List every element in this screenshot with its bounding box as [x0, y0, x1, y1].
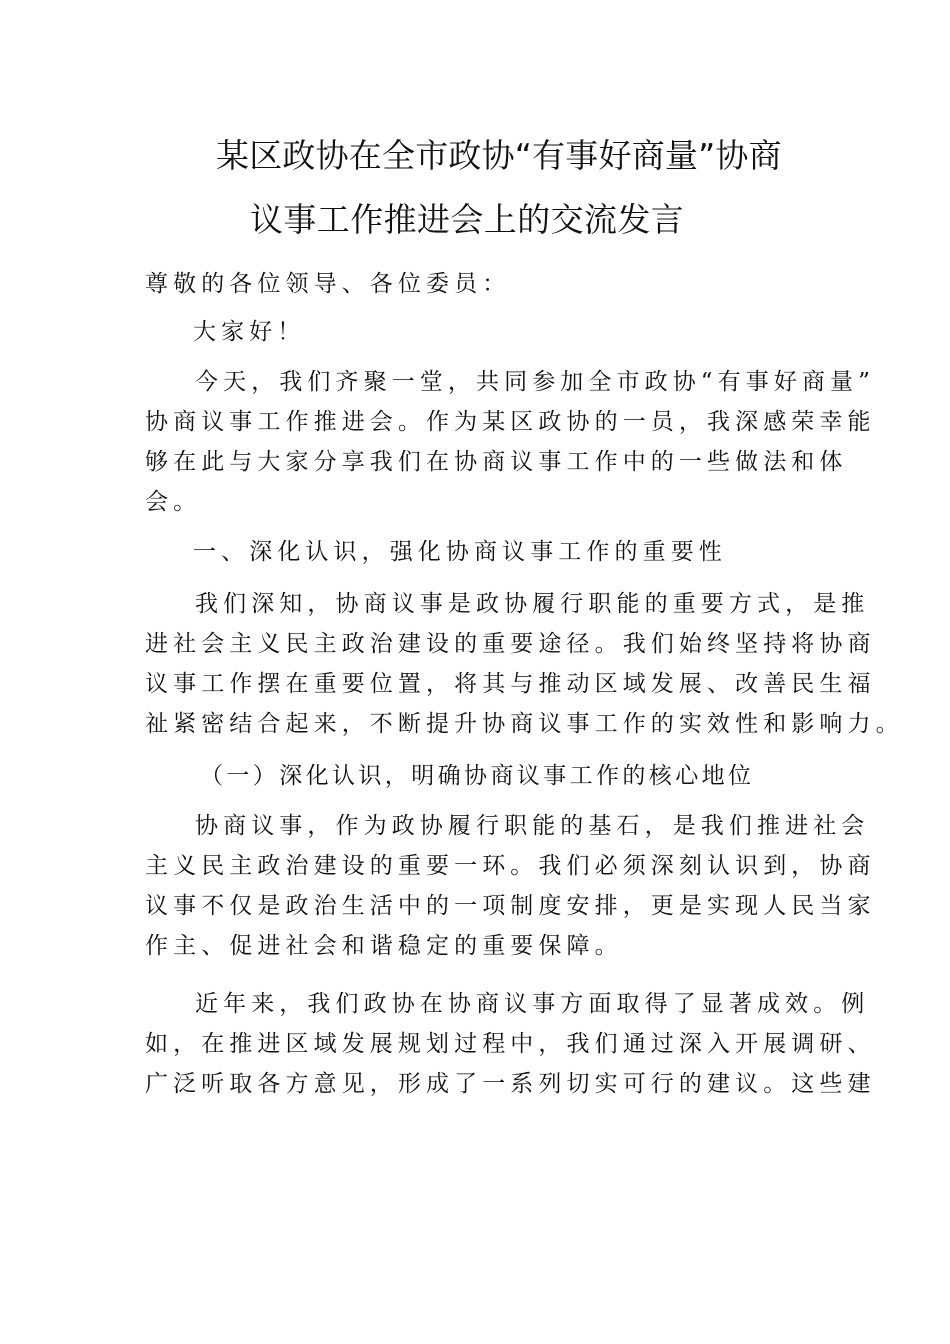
- paragraph-line: 主义民主政治建设的重要一环。我们必须深刻认识到，协商: [145, 853, 876, 879]
- salutation-text: 尊敬的各位领导、各位委员：: [145, 271, 511, 297]
- paragraph-line: 进社会主义民主政治建设的重要途径。我们始终坚持将协商: [145, 631, 876, 657]
- section-1-paragraph: [145, 584, 904, 744]
- paragraph-line: 议事不仅是政治生活中的一项制度安排，更是实现人民当家: [145, 893, 876, 919]
- paragraph-line: 够在此与大家分享我们在协商议事工作中的一些做法和体: [145, 449, 848, 475]
- greeting: [193, 312, 305, 352]
- subsection-1-paragraph-2: [145, 984, 876, 1104]
- document-title-line-1: 某区政协在全市政协“有事好商量”协商: [216, 136, 782, 175]
- subsection-1-paragraph: [145, 806, 876, 966]
- paragraph-line: 近年来，我们政协在协商议事方面取得了显著成效。例: [195, 991, 870, 1017]
- intro-paragraph: [145, 362, 876, 522]
- section-heading-text: 一、深化认识，强化协商议事工作的重要性: [193, 539, 727, 565]
- paragraph-line: 广泛听取各方意见，形成了一系列切实可行的建议。这些建: [145, 1071, 876, 1097]
- paragraph-line: 今天，我们齐聚一堂，共同参加全市政协“有事好商量”: [195, 369, 876, 395]
- paragraph-line: 祉紧密结合起来，不断提升协商议事工作的实效性和影响力。: [145, 711, 904, 737]
- section-1-heading: [193, 532, 727, 572]
- paragraph-line: 如，在推进区域发展规划过程中，我们通过深入开展调研、: [145, 1031, 876, 1057]
- paragraph-line: 协商议事工作推进会。作为某区政协的一员，我深感荣幸能: [145, 409, 876, 435]
- paragraph-line: 议事工作摆在重要位置，将其与推动区域发展、改善民生福: [145, 671, 876, 697]
- subsection-1-heading: [200, 756, 754, 796]
- salutation: [145, 264, 510, 304]
- paragraph-line: 协商议事，作为政协履行职能的基石，是我们推进社会: [195, 813, 870, 839]
- greeting-text: 大家好！: [193, 319, 306, 345]
- document-title-line-2: 议事工作推进会上的交流发言: [250, 200, 685, 239]
- paragraph-line: 会。: [145, 489, 202, 515]
- paragraph-line: 作主、促进社会和谐稳定的重要保障。: [145, 933, 623, 959]
- subsection-heading-text: （一）深化认识，明确协商议事工作的核心地位: [200, 763, 755, 789]
- paragraph-line: 我们深知，协商议事是政协履行职能的重要方式，是推: [195, 591, 870, 617]
